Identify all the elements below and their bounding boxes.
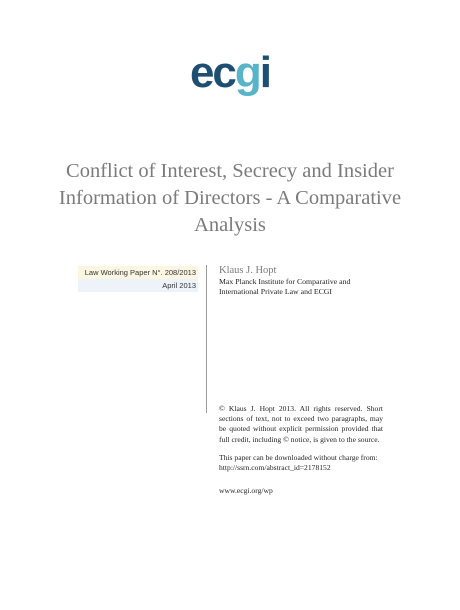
author-affiliation: Max Planck Institute for Comparative and International Private Law and ECGI bbox=[219, 277, 351, 296]
vertical-divider bbox=[206, 265, 207, 413]
website-link-row bbox=[219, 486, 383, 496]
publication-date: April 2013 bbox=[78, 279, 198, 292]
ecgi-website-link[interactable]: www.ecgi.org/wp bbox=[219, 486, 273, 496]
download-text: This paper can be downloaded without charge from: bbox=[219, 452, 378, 462]
paper-title: Conflict of Interest, Secrecy and Insider Information of Directors - A Comparative Analysis bbox=[58, 160, 402, 236]
ssrn-link[interactable]: http://ssrn.com/abstract_id=2178152 bbox=[219, 463, 331, 473]
working-paper-number: Law Working Paper N°. 208/2013 bbox=[78, 266, 198, 279]
logo-text-ec: ec bbox=[189, 48, 235, 97]
logo-text-g: g bbox=[234, 48, 260, 97]
copyright-notice: © Klaus J. Hopt 2013. All rights reserved. Short sections of text, not to exceed two paragraphs, may be quoted without explicit permission provided that full credit, including © notice, is given to the source. bbox=[219, 404, 383, 444]
ecgi-logo bbox=[0, 48, 460, 98]
logo-text-i: i bbox=[259, 48, 271, 97]
author-name: Klaus J. Hopt bbox=[219, 265, 277, 276]
download-notice bbox=[219, 453, 383, 473]
legal-notice bbox=[219, 404, 383, 504]
